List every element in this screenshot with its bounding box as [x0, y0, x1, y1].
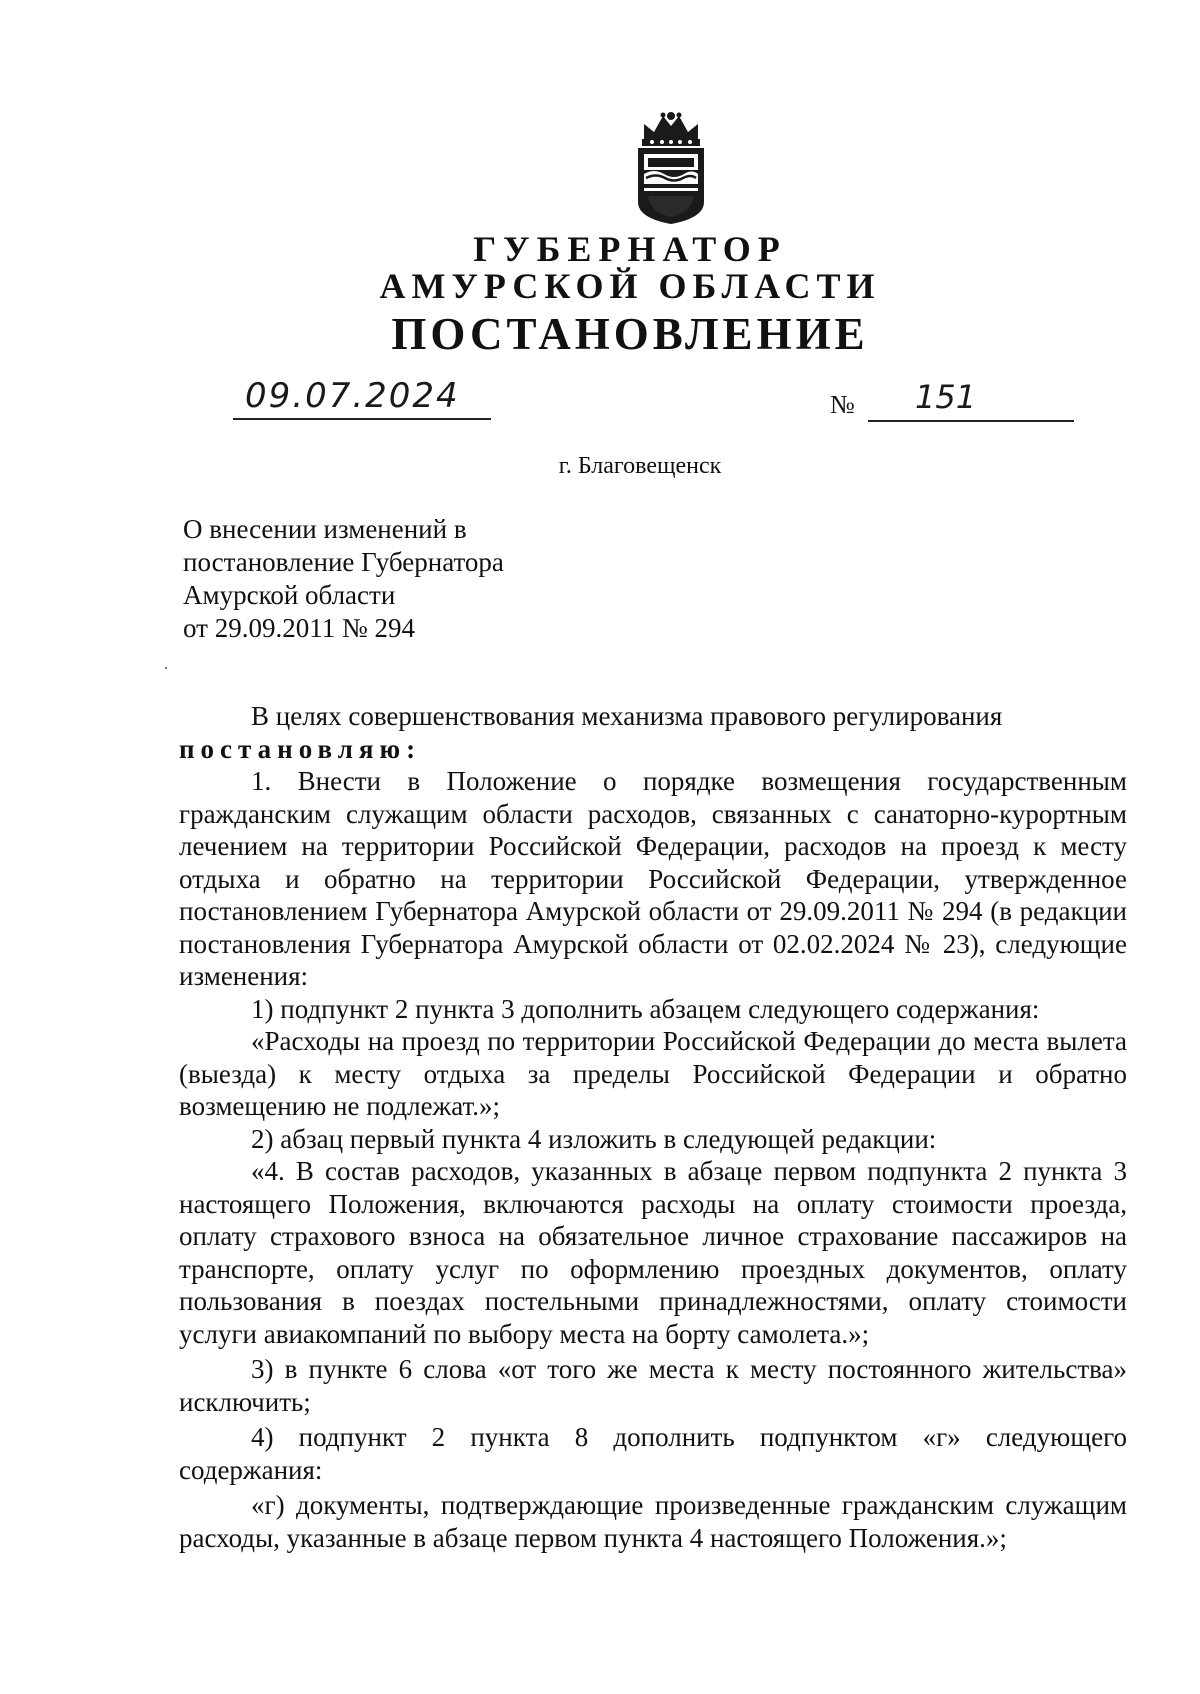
city-name: г. Благовещенск: [558, 453, 722, 479]
document-subject: [183, 513, 504, 645]
document-body: [179, 700, 1127, 1554]
number-label: №: [830, 390, 855, 419]
date-field: [233, 376, 493, 420]
decree-word-paragraph: [179, 733, 1127, 766]
quote-1-paragraph: «Расходы на проезд по территории Российской Федерации до места вылета (выезда) к месту отдыха за пределы Российской Федерации и обратно возмещению не подлежат.»;: [179, 1026, 1127, 1121]
handwritten-date: 09.07.2024: [245, 376, 460, 416]
scan-speck: [165, 667, 167, 669]
subitem-2-paragraph: 2) абзац первый пункта 4 изложить в следующей редакции:: [251, 1123, 937, 1154]
coat-of-arms-icon: [630, 110, 712, 226]
item-1-paragraph: 1. Внести в Положение о порядке возмещения государственным гражданским служащим области расходов, связанных с санаторно-курортным лечением на территории Российской Федерации, расходов на проезд к месту отдыха и обратно на территории Российской Федерации, утвержденное постановлением Губернатора Амурской области от 29.09.2011 № 294 (в редакции постановления Губернатора Амурской области от 02.02.2024 № 23), следующие изменения:: [179, 766, 1127, 991]
subitem-4-paragraph: 4) подпункт 2 пункта 8 дополнить подпунктом «г» следующего содержания:: [179, 1422, 1127, 1485]
document-type-title: ПОСТАНОВЛЕНИЕ: [391, 309, 869, 359]
subitem-1-paragraph: 1) подпункт 2 пункта 3 дополнить абзацем следующего содержания:: [251, 993, 1040, 1024]
subject-line: постановление Губернатора: [183, 547, 504, 577]
date-underline: [233, 418, 491, 420]
decree-word: постановляю:: [179, 733, 422, 764]
governor-title: ГУБЕРНАТОР: [473, 229, 787, 269]
subject-line: О внесении изменений в: [183, 514, 467, 544]
quote-2-paragraph: «4. В состав расходов, указанных в абзаце первом подпункта 2 пункта 3 настоящего Положения, включаются расходы на оплату стоимости проезда, оплату страхового взноса на обязательное личное страхование пассажиров на транспорте, оплату услуг по оформлению проездных документов, оплату пользования в поездах постельными принадлежностями, оплату стоимости услуги авиакомпаний по выбору места на борту самолета.»;: [179, 1156, 1127, 1349]
subject-line: Амурской области: [183, 580, 396, 610]
number-underline: [868, 420, 1074, 422]
region-title: АМУРСКОЙ ОБЛАСТИ: [379, 266, 881, 306]
subitem-3-paragraph: 3) в пункте 6 слова «от того же места к месту постоянного жительства» исключить;: [179, 1354, 1127, 1417]
quote-4-paragraph: «г) документы, подтверждающие произведенные гражданским служащим расходы, указанные в абзаце первом пункта 4 настоящего Положения.»;: [179, 1490, 1127, 1553]
preamble-paragraph: В целях совершенствования механизма правового регулирования: [251, 701, 1003, 731]
handwritten-number: 151: [915, 378, 977, 416]
subject-line: от 29.09.2011 № 294: [183, 613, 415, 643]
